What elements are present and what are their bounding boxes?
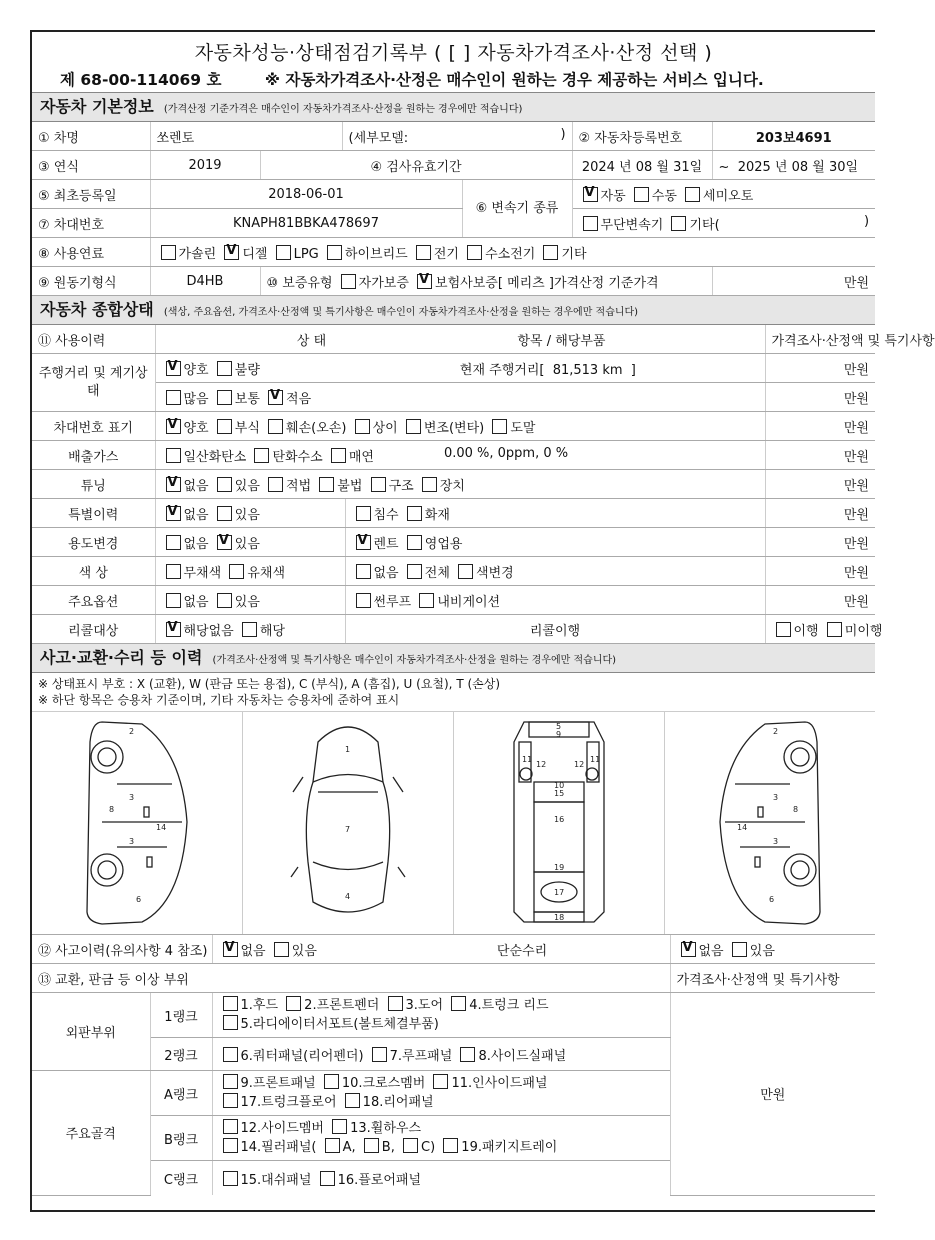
rankA-items: 9.프론트패널 10.크로스멤버 11.인사이드패널 17.트렁크플로어 18.리어패널 — [212, 1071, 670, 1116]
option-items: 썬루프 내비게이션 — [345, 586, 765, 615]
tuning-label: 튜닝 — [32, 470, 155, 499]
row-tuning — [32, 470, 875, 499]
repair-none-checkbox[interactable] — [681, 942, 696, 957]
svg-text:10: 10 — [554, 781, 565, 790]
fire-checkbox[interactable] — [407, 506, 422, 521]
outer-label: 외판부위 — [32, 993, 150, 1071]
special-none-checkbox[interactable] — [166, 506, 181, 521]
condition-header — [32, 325, 875, 354]
color-price[interactable]: 만원 — [765, 557, 875, 586]
rankB-label: B랭크 — [150, 1116, 212, 1161]
tuning-yes-checkbox[interactable] — [217, 477, 232, 492]
trunk-lid-checkbox[interactable] — [451, 996, 466, 1011]
row-options — [32, 586, 875, 615]
top-view-car-icon — [243, 712, 453, 934]
svg-text:12: 12 — [574, 760, 585, 769]
mileage-levels: 많음 보통 V 적음 — [155, 383, 765, 412]
option-yes-checkbox[interactable] — [217, 593, 232, 608]
car-name-value[interactable]: 쏘렌토 — [150, 122, 342, 151]
inside-panel-checkbox[interactable] — [433, 1074, 448, 1089]
emission-values: 0.00 %, 0ppm, 0 % — [443, 445, 569, 461]
section-accident — [32, 644, 875, 673]
svg-text:1: 1 — [345, 745, 351, 754]
svg-text:3: 3 — [129, 793, 135, 802]
condition-table — [32, 325, 935, 644]
floor-panel-checkbox[interactable] — [320, 1171, 335, 1186]
row-vin-mark — [32, 412, 875, 441]
rank1-label: 1랭크 — [150, 993, 212, 1038]
svg-text:8: 8 — [793, 805, 799, 814]
recall-item: 리콜이행 — [345, 615, 765, 644]
vin-mark-label: 차대번호 표기 — [32, 412, 155, 441]
row-car-name — [32, 122, 875, 151]
emission-label: 배출가스 — [32, 441, 155, 470]
row-purpose — [32, 528, 875, 557]
form-header — [32, 32, 875, 93]
reg-no-label: ② 자동차등록번호 — [572, 122, 712, 151]
sunroof-checkbox[interactable] — [356, 593, 371, 608]
row-mileage-1 — [32, 354, 875, 383]
basic-info-table — [32, 122, 875, 296]
section-note: (가격산정 기준가격은 매수인이 자동차가격조사·산정을 원하는 경우에만 적습니다) — [163, 104, 523, 115]
mileage-many-checkbox[interactable] — [166, 390, 181, 405]
mileage-bad-checkbox[interactable] — [217, 361, 232, 376]
pillar-b-checkbox[interactable] — [364, 1138, 379, 1153]
car-diagram-left-side — [32, 712, 243, 934]
mileage-good-checkbox[interactable] — [166, 361, 181, 376]
achromatic-checkbox[interactable] — [166, 564, 181, 579]
side-member-checkbox[interactable] — [223, 1119, 238, 1134]
svg-text:3: 3 — [773, 837, 779, 846]
mileage-label: 주행거리 및 계기상태 — [32, 354, 155, 412]
history-none-checkbox[interactable] — [223, 942, 238, 957]
emission-price[interactable]: 만원 — [765, 441, 875, 470]
row-fuel — [32, 238, 875, 267]
svg-text:11: 11 — [522, 755, 533, 764]
row-recall — [32, 615, 875, 644]
rank2-label: 2랭크 — [150, 1038, 212, 1071]
year-value[interactable]: 2019 — [150, 151, 260, 180]
purpose-yes-checkbox[interactable] — [217, 535, 232, 550]
car-diagram-right-side — [665, 712, 875, 934]
history-label: ⑫ 사고이력(유의사항 4 참조) — [32, 935, 212, 964]
color-full-checkbox[interactable] — [407, 564, 422, 579]
dash-panel-checkbox[interactable] — [223, 1171, 238, 1186]
year-label: ③ 연식 — [32, 151, 150, 180]
trans-semi-checkbox[interactable] — [685, 187, 700, 202]
vin-label: ⑦ 차대번호 — [32, 209, 150, 238]
validity-label: ④ 검사유효기간 — [260, 151, 572, 180]
tuning-illegal-checkbox[interactable] — [319, 477, 334, 492]
option-label: 주요옵션 — [32, 586, 155, 615]
fuel-hybrid-checkbox[interactable] — [327, 245, 342, 260]
svg-text:15: 15 — [554, 789, 565, 798]
svg-text:6: 6 — [136, 895, 142, 904]
svg-text:14: 14 — [737, 823, 748, 832]
symbol-note: ※ 상태표시 부호 : X (교환), W (판금 또는 용접), C (부식), A (흠집), U (요철), T (손상) — [38, 677, 501, 691]
rankC-items: 15.대쉬패널 16.플로어패널 — [212, 1161, 670, 1196]
parts-price[interactable]: 만원 — [670, 993, 875, 1196]
svg-text:6: 6 — [769, 895, 775, 904]
fuel-hydrogen-checkbox[interactable] — [467, 245, 482, 260]
fuel-options: 가솔린 V 디젤 LPG 하이브리드 전기 수소전기 기타 — [150, 238, 875, 267]
warranty-self-checkbox[interactable] — [341, 274, 356, 289]
trans-auto-checkbox[interactable] — [583, 187, 598, 202]
form-subtitle — [60, 68, 764, 90]
svg-text:5: 5 — [556, 722, 562, 731]
row-emission — [32, 441, 875, 470]
pillar-c-checkbox[interactable] — [403, 1138, 418, 1153]
recall-none-checkbox[interactable] — [166, 622, 181, 637]
section-title: 자동차 종합상태 — [40, 300, 154, 319]
roof-panel-checkbox[interactable] — [372, 1047, 387, 1062]
package-tray-checkbox[interactable] — [443, 1138, 458, 1153]
vin-price[interactable]: 만원 — [765, 412, 875, 441]
vin-value[interactable]: KNAPH81BBKA478697 — [150, 209, 462, 238]
special-states: V 없음 있음 — [155, 499, 345, 528]
smoke-checkbox[interactable] — [331, 448, 346, 463]
svg-text:3: 3 — [773, 793, 779, 802]
tuning-states: V 없음 있음 적법 불법 구조 장치 — [155, 470, 765, 499]
repair-yes-checkbox[interactable] — [732, 942, 747, 957]
row-first-reg — [32, 180, 875, 209]
doc-number: 제 68-00-114069 호 — [60, 71, 222, 89]
fuel-gasoline-checkbox[interactable] — [161, 245, 176, 260]
vin-differ-checkbox[interactable] — [355, 419, 370, 434]
section-note: (색상, 주요옵션, 가격조사·산정액 및 특기사항은 매수인이 자동차가격조사·산정을 원하는 경우에만 적습니다) — [163, 307, 639, 318]
rank1-items: 1.후드 2.프론트펜더 3.도어 4.트렁크 리드 5.라디에이터서포트(볼트체결부품) — [212, 993, 670, 1038]
service-notice: ※ 자동차가격조사·산정은 매수인이 원하는 경우 제공하는 서비스 입니다. — [264, 71, 764, 89]
emission-states: 일산화탄소 탄화수소 매연 0.00 %, 0ppm, 0 % — [155, 441, 765, 470]
option-states: 없음 있음 — [155, 586, 345, 615]
svg-text:3: 3 — [129, 837, 135, 846]
special-label: 특별이력 — [32, 499, 155, 528]
recall-states: V 해당없음 해당 — [155, 615, 345, 644]
row-engine — [32, 267, 875, 296]
wheel-house-checkbox[interactable] — [332, 1119, 347, 1134]
col-usage: ⑪ 사용이력 — [32, 325, 155, 354]
reg-no-value[interactable]: 203보4691 — [712, 122, 875, 151]
section-title: 자동차 기본정보 — [40, 97, 154, 116]
recall-notdone-checkbox[interactable] — [827, 622, 842, 637]
side-sill-checkbox[interactable] — [460, 1047, 475, 1062]
purpose-none-checkbox[interactable] — [166, 535, 181, 550]
car-diagram-frame — [454, 712, 665, 934]
color-states: 무채색 유채색 — [155, 557, 345, 586]
standard-note: ※ 하단 항목은 승용차 기준이며, 기타 자동차는 승용차에 준하여 표시 — [38, 693, 400, 707]
hood-checkbox[interactable] — [223, 996, 238, 1011]
tuning-structure-checkbox[interactable] — [371, 477, 386, 492]
color-items: 없음 전체 색변경 — [345, 557, 765, 586]
base-price-unit[interactable]: 만원 — [712, 267, 875, 296]
mileage-price[interactable]: 만원 — [765, 354, 875, 383]
row-accident-history — [32, 935, 875, 964]
special-price[interactable]: 만원 — [765, 499, 875, 528]
row-rank1 — [32, 993, 875, 1038]
first-reg-value[interactable]: 2018-06-01 — [150, 180, 462, 209]
door-checkbox[interactable] — [388, 996, 403, 1011]
svg-text:8: 8 — [109, 805, 115, 814]
row-vin — [32, 209, 875, 238]
fuel-electric-checkbox[interactable] — [416, 245, 431, 260]
purpose-label: 용도변경 — [32, 528, 155, 557]
front-panel-checkbox[interactable] — [223, 1074, 238, 1089]
warranty-company: 메리츠 — [507, 275, 545, 291]
section-condition — [32, 296, 875, 325]
inspection-form — [30, 30, 935, 1212]
option-none-checkbox[interactable] — [166, 593, 181, 608]
option-price[interactable]: 만원 — [765, 586, 875, 615]
simple-repair-states: V 없음 있음 — [670, 935, 875, 964]
color-none-checkbox[interactable] — [356, 564, 371, 579]
business-checkbox[interactable] — [407, 535, 422, 550]
trans-other-checkbox[interactable] — [671, 216, 686, 231]
accident-notes — [32, 673, 875, 712]
front-fender-checkbox[interactable] — [286, 996, 301, 1011]
row-mileage-2 — [32, 383, 875, 412]
quarter-panel-checkbox[interactable] — [223, 1047, 238, 1062]
recall-label: 리콜대상 — [32, 615, 155, 644]
special-items: 침수 화재 — [345, 499, 765, 528]
rankB-items: 12.사이드멤버 13.휠하우스 14.필러패널( A, B, C) 19.패키지트레이 — [212, 1116, 670, 1161]
sub-model: (세부모델: ) — [342, 122, 572, 151]
frame-label: 주요골격 — [32, 1071, 150, 1196]
color-change-checkbox[interactable] — [458, 564, 473, 579]
validity-from[interactable]: 2024 년 08 월 31일 — [572, 151, 712, 180]
engine-label: ⑨ 원동기형식 — [32, 267, 150, 296]
history-states: V 없음 있음 단순수리 — [212, 935, 670, 964]
right-side-car-icon — [665, 712, 875, 934]
transmission-options: V자동 수동 세미오토 — [572, 180, 875, 209]
rankA-label: A랭크 — [150, 1071, 212, 1116]
purpose-states: 없음 V 있음 — [155, 528, 345, 557]
svg-text:11: 11 — [590, 755, 601, 764]
svg-text:17: 17 — [554, 888, 565, 897]
left-side-car-icon — [32, 712, 242, 934]
warranty-insurance-checkbox[interactable] — [417, 274, 432, 289]
warranty-options: ⑩ 보증유형 자가보증 V 보험사보증[ 메리츠 ]가격산정 기준가격 — [260, 267, 712, 296]
rear-panel-checkbox[interactable] — [345, 1093, 360, 1108]
parts-price-label: 가격조사·산정액 및 특기사항 — [670, 964, 875, 993]
car-diagrams — [32, 712, 875, 935]
flood-checkbox[interactable] — [356, 506, 371, 521]
rank2-items: 6.쿼터패널(리어펜더) 7.루프패널 8.사이드실패널 — [212, 1038, 670, 1071]
svg-text:4: 4 — [345, 892, 351, 901]
hc-checkbox[interactable] — [254, 448, 269, 463]
svg-text:2: 2 — [129, 727, 135, 736]
rankC-label: C랭크 — [150, 1161, 212, 1196]
col-state-item: 상 태 항목 / 해당부품 — [155, 325, 765, 354]
rent-checkbox[interactable] — [356, 535, 371, 550]
validity-to[interactable]: ~ 2025 년 08 월 30일 — [712, 151, 875, 180]
recall-yes-checkbox[interactable] — [242, 622, 257, 637]
vin-altered-checkbox[interactable] — [406, 419, 421, 434]
trans-manual-checkbox[interactable] — [634, 187, 649, 202]
mileage-states: V양호 불량 현재 주행거리[ 81,513 km ] — [155, 354, 765, 383]
row-color — [32, 557, 875, 586]
transmission-label: ⑥ 변속기 종류 — [462, 180, 572, 238]
car-name-label: ① 차명 — [32, 122, 150, 151]
special-yes-checkbox[interactable] — [217, 506, 232, 521]
navigation-checkbox[interactable] — [419, 593, 434, 608]
section-title: 사고·교환·수리 등 이력 — [40, 648, 203, 667]
recall-done-checkbox[interactable] — [776, 622, 791, 637]
accident-table — [32, 935, 875, 1196]
purpose-items: V 렌트 영업용 — [345, 528, 765, 557]
svg-text:19: 19 — [554, 863, 565, 872]
vin-smear-checkbox[interactable] — [492, 419, 507, 434]
history-yes-checkbox[interactable] — [274, 942, 289, 957]
mileage-normal-checkbox[interactable] — [217, 390, 232, 405]
trans-cvt-checkbox[interactable] — [583, 216, 598, 231]
col-price: 가격조사·산정액 및 특기사항 — [765, 325, 875, 354]
vin-good-checkbox[interactable] — [166, 419, 181, 434]
transmission-options-2: 무단변속기 기타( ) — [572, 209, 875, 238]
radiator-support-checkbox[interactable] — [223, 1015, 238, 1030]
simple-repair-label: 단순수리 — [496, 943, 548, 959]
engine-value[interactable]: D4HB — [150, 267, 260, 296]
mileage-level-price[interactable]: 만원 — [765, 383, 875, 412]
cross-member-checkbox[interactable] — [324, 1074, 339, 1089]
tuning-device-checkbox[interactable] — [422, 477, 437, 492]
fuel-diesel-checkbox[interactable] — [224, 245, 239, 260]
svg-text:2: 2 — [773, 727, 779, 736]
svg-text:12: 12 — [536, 760, 547, 769]
first-reg-label: ⑤ 최초등록일 — [32, 180, 150, 209]
frame-view-car-icon — [454, 712, 664, 934]
svg-text:18: 18 — [554, 913, 565, 922]
svg-text:16: 16 — [554, 815, 565, 824]
vin-damage-checkbox[interactable] — [268, 419, 283, 434]
chromatic-checkbox[interactable] — [229, 564, 244, 579]
svg-text:9: 9 — [556, 730, 562, 739]
fuel-label: ⑧ 사용연료 — [32, 238, 150, 267]
tuning-price[interactable]: 만원 — [765, 470, 875, 499]
color-label: 색 상 — [32, 557, 155, 586]
tuning-legal-checkbox[interactable] — [268, 477, 283, 492]
pillar-a-checkbox[interactable] — [325, 1138, 340, 1153]
pillar-panel-checkbox[interactable] — [223, 1138, 238, 1153]
tuning-none-checkbox[interactable] — [166, 477, 181, 492]
svg-text:14: 14 — [156, 823, 167, 832]
co-checkbox[interactable] — [166, 448, 181, 463]
parts-label: ⑬ 교환, 판금 등 이상 부위 — [32, 964, 670, 993]
trunk-floor-checkbox[interactable] — [223, 1093, 238, 1108]
car-diagram-top — [243, 712, 454, 934]
row-year — [32, 151, 875, 180]
section-basic-info — [32, 93, 875, 122]
svg-text:7: 7 — [345, 825, 351, 834]
vin-rust-checkbox[interactable] — [217, 419, 232, 434]
mileage-few-checkbox[interactable] — [268, 390, 283, 405]
recall-done: 이행 미이행 — [765, 615, 875, 644]
row-parts-header — [32, 964, 875, 993]
section-note: (가격조사·산정액 및 특기사항은 매수인이 자동차가격조사·산정을 원하는 경우에만 적습니다) — [212, 655, 617, 666]
row-special — [32, 499, 875, 528]
form-title: 자동차성능·상태점검기록부 ( [ ] 자동차가격조사·산정 선택 ) — [194, 42, 713, 64]
current-mileage: 81,513 km — [552, 362, 623, 378]
vin-mark-states: V 양호 부식 훼손(오손) 상이 변조(변타) 도말 — [155, 412, 765, 441]
fuel-lpg-checkbox[interactable] — [276, 245, 291, 260]
fuel-other-checkbox[interactable] — [543, 245, 558, 260]
purpose-price[interactable]: 만원 — [765, 528, 875, 557]
